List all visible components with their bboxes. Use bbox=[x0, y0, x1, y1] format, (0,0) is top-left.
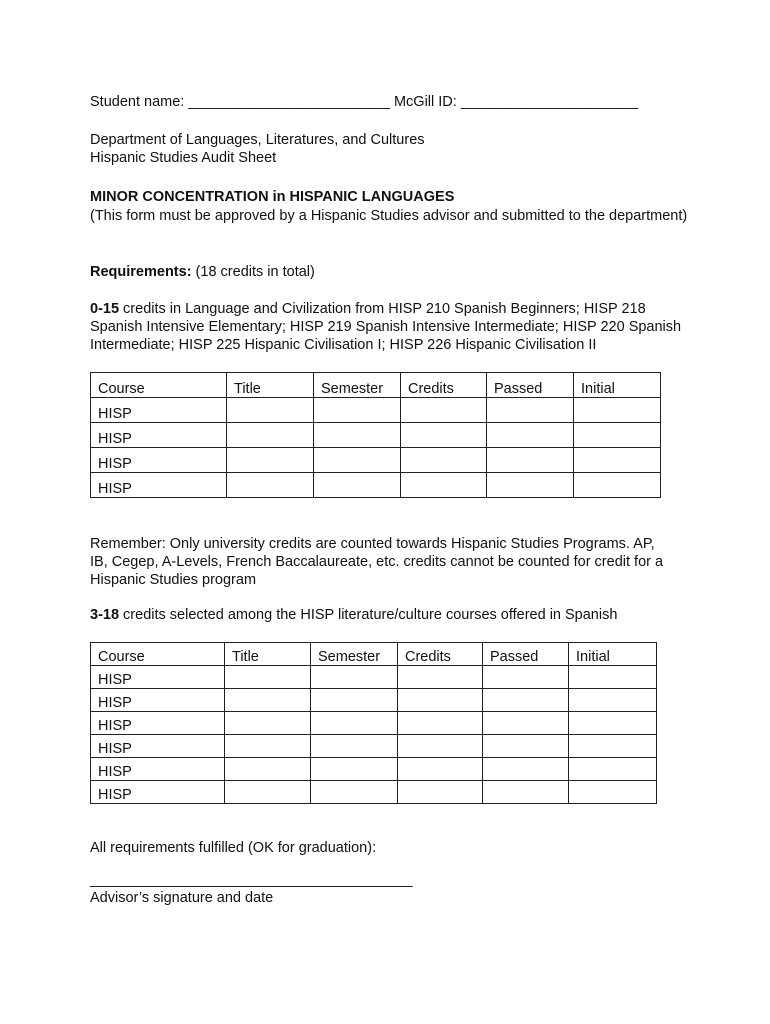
section2-text: credits selected among the HISP literature/culture courses offered in Spanish bbox=[119, 607, 618, 623]
initial-cell[interactable] bbox=[569, 689, 657, 712]
passed-cell[interactable] bbox=[487, 448, 574, 473]
semester-cell[interactable] bbox=[314, 473, 401, 498]
title-cell[interactable] bbox=[227, 398, 314, 423]
initial-cell[interactable] bbox=[569, 758, 657, 781]
initial-cell[interactable] bbox=[574, 398, 661, 423]
title-cell[interactable] bbox=[225, 758, 311, 781]
header-credits: Credits bbox=[401, 373, 487, 398]
table-row bbox=[91, 689, 657, 712]
passed-cell[interactable] bbox=[487, 398, 574, 423]
semester-cell[interactable] bbox=[311, 735, 398, 758]
requirements-fulfilled: All requirements fulfilled (OK for graduation): bbox=[90, 840, 377, 856]
credits-cell[interactable] bbox=[398, 689, 483, 712]
student-info-line: Student name: _________________________ McGill ID: ______________________ bbox=[90, 94, 639, 110]
credits-cell[interactable] bbox=[401, 398, 487, 423]
course-cell: HISP bbox=[91, 398, 227, 423]
table-row bbox=[91, 473, 661, 498]
header-passed: Passed bbox=[487, 373, 574, 398]
title-cell[interactable] bbox=[225, 781, 311, 804]
table-row bbox=[91, 448, 661, 473]
section1-text: credits in Language and Civilization from HISP 210 Spanish Beginners; HISP 218 Spanish Intensive Elementary; HISP 219 Spanish Intensive Intermediate; HISP 220 Spanish Intermediate; HISP 225 Hispanic Civilisation I; HISP 226 Hispanic Civilisation II bbox=[90, 301, 682, 353]
course-cell: HISP bbox=[91, 448, 227, 473]
signature-line[interactable]: ________________________________________ bbox=[90, 872, 413, 888]
credits-cell[interactable] bbox=[401, 448, 487, 473]
course-cell: HISP bbox=[91, 473, 227, 498]
table-header-row bbox=[91, 643, 657, 666]
title-cell[interactable] bbox=[225, 735, 311, 758]
course-cell: HISP bbox=[91, 712, 225, 735]
header-credits: Credits bbox=[398, 643, 483, 666]
title-cell[interactable] bbox=[227, 473, 314, 498]
table-row bbox=[91, 758, 657, 781]
table-row bbox=[91, 735, 657, 758]
header-semester: Semester bbox=[311, 643, 398, 666]
credits-cell[interactable] bbox=[401, 423, 487, 448]
header-passed: Passed bbox=[483, 643, 569, 666]
course-cell: HISP bbox=[91, 735, 225, 758]
credits-cell[interactable] bbox=[401, 473, 487, 498]
remember-note: Remember: Only university credits are counted towards Hispanic Studies Programs. AP, IB, Cegep, A-Levels, French Baccalaureate, etc. credits cannot be counted for credit for a Hispanic Studies program bbox=[90, 536, 664, 588]
passed-cell[interactable] bbox=[487, 423, 574, 448]
initial-cell[interactable] bbox=[569, 712, 657, 735]
section2-description bbox=[90, 606, 617, 624]
requirements-total: (18 credits in total) bbox=[191, 264, 315, 280]
passed-cell[interactable] bbox=[487, 473, 574, 498]
credits-cell[interactable] bbox=[398, 758, 483, 781]
section1-description bbox=[90, 300, 690, 354]
program-title: MINOR CONCENTRATION in HISPANIC LANGUAGES bbox=[90, 189, 455, 205]
table-row bbox=[91, 712, 657, 735]
initial-cell[interactable] bbox=[574, 473, 661, 498]
header-initial: Initial bbox=[574, 373, 661, 398]
credits-cell[interactable] bbox=[398, 712, 483, 735]
header-course: Course bbox=[91, 643, 225, 666]
initial-cell[interactable] bbox=[569, 666, 657, 689]
semester-cell[interactable] bbox=[314, 448, 401, 473]
passed-cell[interactable] bbox=[483, 735, 569, 758]
initial-cell[interactable] bbox=[574, 423, 661, 448]
title-cell[interactable] bbox=[225, 712, 311, 735]
table-row bbox=[91, 781, 657, 804]
passed-cell[interactable] bbox=[483, 666, 569, 689]
initial-cell[interactable] bbox=[569, 735, 657, 758]
initial-cell[interactable] bbox=[574, 448, 661, 473]
course-cell: HISP bbox=[91, 689, 225, 712]
semester-cell[interactable] bbox=[314, 423, 401, 448]
signature-label: Advisor’s signature and date bbox=[90, 890, 274, 906]
course-cell: HISP bbox=[91, 758, 225, 781]
course-cell: HISP bbox=[91, 781, 225, 804]
initial-cell[interactable] bbox=[569, 781, 657, 804]
semester-cell[interactable] bbox=[311, 712, 398, 735]
passed-cell[interactable] bbox=[483, 689, 569, 712]
table-row bbox=[91, 666, 657, 689]
course-cell: HISP bbox=[91, 666, 225, 689]
semester-cell[interactable] bbox=[311, 781, 398, 804]
title-cell[interactable] bbox=[225, 666, 311, 689]
passed-cell[interactable] bbox=[483, 758, 569, 781]
language-courses-table bbox=[90, 372, 661, 498]
audit-sheet-title: Hispanic Studies Audit Sheet bbox=[90, 150, 277, 166]
credits-cell[interactable] bbox=[398, 666, 483, 689]
credits-cell[interactable] bbox=[398, 735, 483, 758]
title-cell[interactable] bbox=[225, 689, 311, 712]
literature-courses-table bbox=[90, 642, 657, 804]
table-header-row bbox=[91, 373, 661, 398]
header-semester: Semester bbox=[314, 373, 401, 398]
table-row bbox=[91, 398, 661, 423]
approval-note: (This form must be approved by a Hispanic Studies advisor and submitted to the department) bbox=[90, 208, 688, 224]
section1-credits: 0-15 bbox=[90, 301, 120, 317]
department-name: Department of Languages, Literatures, and Cultures bbox=[90, 132, 425, 148]
course-cell: HISP bbox=[91, 423, 227, 448]
semester-cell[interactable] bbox=[311, 758, 398, 781]
section2-credits: 3-18 bbox=[90, 607, 120, 623]
credits-cell[interactable] bbox=[398, 781, 483, 804]
header-title: Title bbox=[225, 643, 311, 666]
header-course: Course bbox=[91, 373, 227, 398]
header-title: Title bbox=[227, 373, 314, 398]
semester-cell[interactable] bbox=[314, 398, 401, 423]
requirements-label: Requirements: bbox=[90, 264, 192, 280]
title-cell[interactable] bbox=[227, 448, 314, 473]
passed-cell[interactable] bbox=[483, 712, 569, 735]
header-initial: Initial bbox=[569, 643, 657, 666]
title-cell[interactable] bbox=[227, 423, 314, 448]
semester-cell[interactable] bbox=[311, 666, 398, 689]
passed-cell[interactable] bbox=[483, 781, 569, 804]
requirements-line bbox=[90, 263, 315, 281]
table-row bbox=[91, 423, 661, 448]
semester-cell[interactable] bbox=[311, 689, 398, 712]
